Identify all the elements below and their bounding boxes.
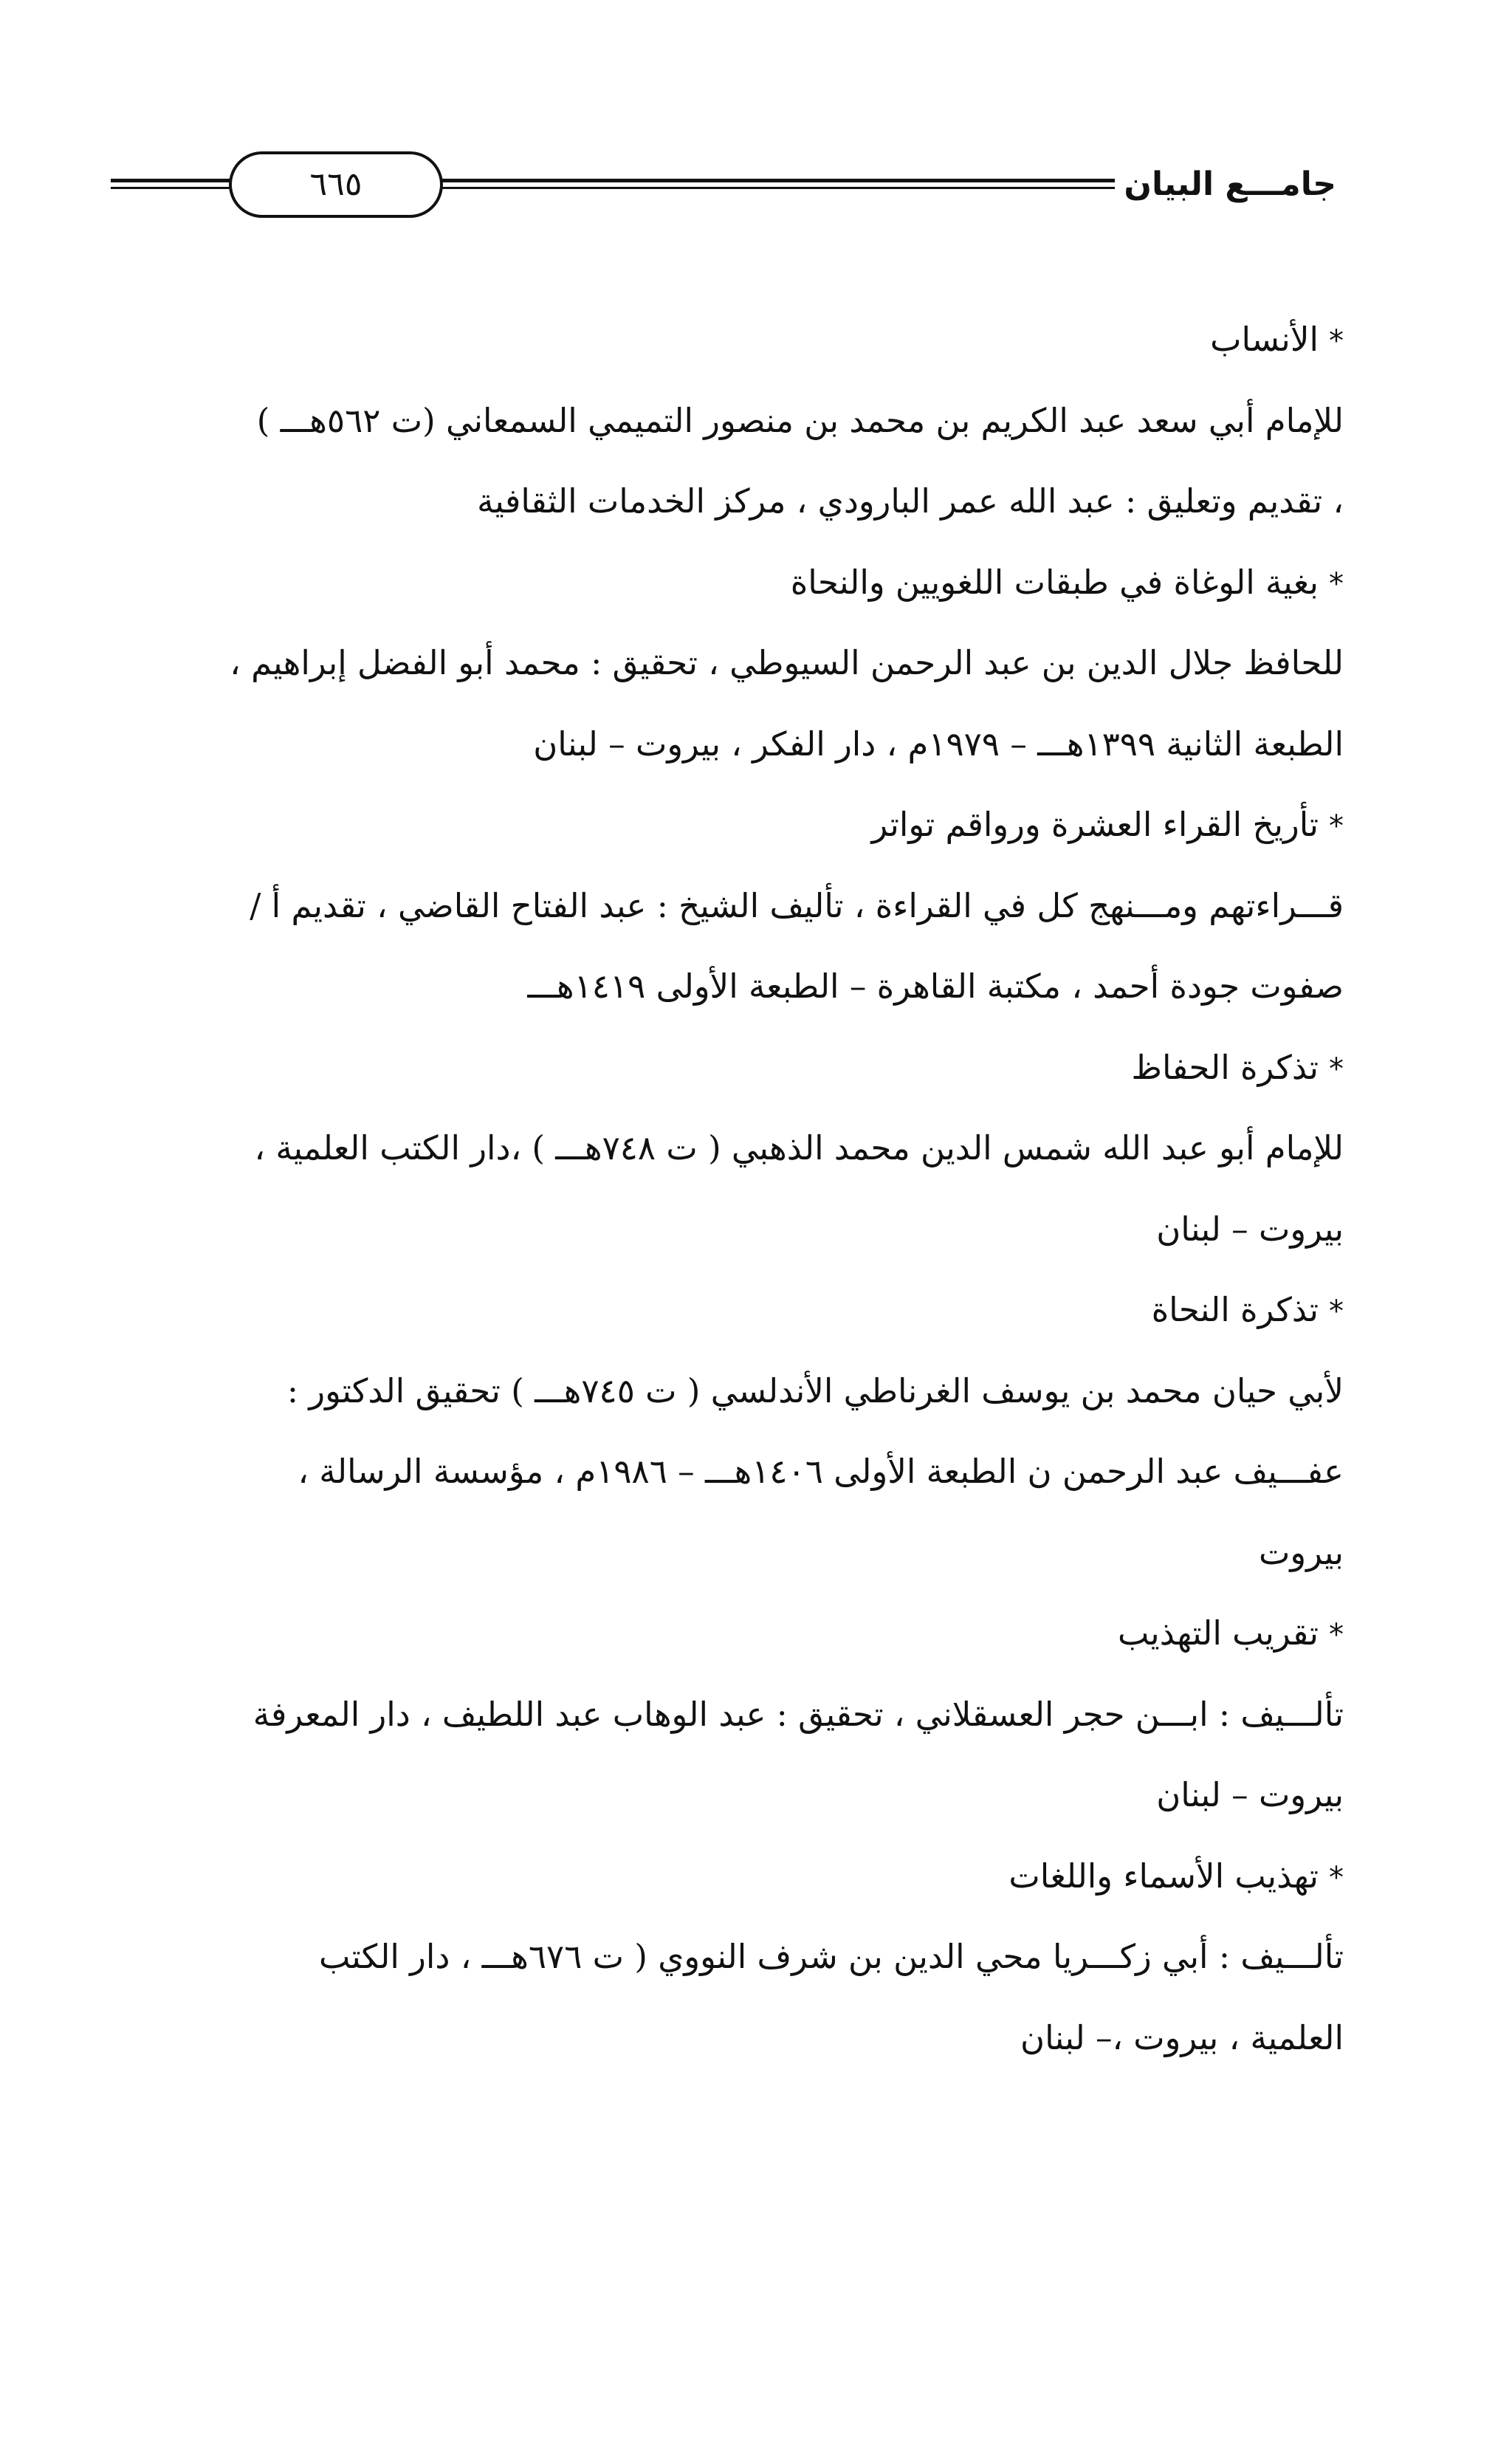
entry-line: بيروت — [1258, 1532, 1344, 1572]
entry-title-text: الأنساب — [1210, 320, 1319, 359]
entry-line: صفوت جودة أحمد ، مكتبة القاهرة – الطبعة الأولى ١٤١٩هـــ — [527, 967, 1344, 1006]
entry-title-text: تذكرة الحفاظ — [1131, 1047, 1319, 1087]
entry-title — [177, 784, 1344, 865]
entry-title-text: بغية الوغاة في طبقات اللغويين والنحاة — [790, 562, 1319, 602]
book-title: جامـــع البيان — [1124, 165, 1336, 203]
entry-title-text: تهذيب الأسماء واللغات — [1008, 1856, 1319, 1896]
asterisk-marker: * — [1329, 566, 1344, 601]
entry-title — [177, 1593, 1344, 1674]
entry-line: تألـــيف : ابـــن حجر العسقلاني ، تحقيق : عبد الوهاب عبد اللطيف ، دار المعرفة — [252, 1694, 1344, 1734]
entry-line: الطبعة الثانية ١٣٩٩هـــ – ١٩٧٩م ، دار الفكر ، بيروت – لبنان — [533, 724, 1344, 764]
entry-title-text: تذكرة النحاة — [1151, 1290, 1319, 1329]
asterisk-marker: * — [1329, 324, 1344, 358]
entry-line: بيروت – لبنان — [1156, 1775, 1344, 1814]
header-double-rule-left — [111, 179, 221, 189]
asterisk-marker: * — [1329, 1860, 1344, 1895]
entry-title — [177, 542, 1344, 623]
entry-title — [177, 1027, 1344, 1108]
entry-line: قـــراءتهم ومـــنهج كل في القراءة ، تأليف الشيخ : عبد الفتاح القاضي ، تقديم أ / — [250, 885, 1344, 925]
bibliography-entry — [177, 1269, 1344, 1593]
page-number: ٦٦٥ — [229, 151, 443, 218]
bibliography-entry — [177, 1593, 1344, 1836]
asterisk-marker: * — [1329, 1618, 1344, 1652]
bibliography-list — [177, 299, 1344, 2078]
entry-line: العلمية ، بيروت ،– لبنان — [1020, 2017, 1344, 2057]
bibliography-entry — [177, 1836, 1344, 2079]
bibliography-entry — [177, 1027, 1344, 1270]
page-header — [111, 111, 1336, 266]
entry-line: للإمام أبي سعد عبد الكريم بن محمد بن منصور التميمي السمعاني (ت ٥٦٢هـــ ) — [256, 400, 1344, 440]
bibliography-entry — [177, 542, 1344, 785]
asterisk-marker: * — [1329, 1295, 1344, 1328]
entry-title — [177, 1836, 1344, 1917]
entry-line: عفـــيف عبد الرحمن ن الطبعة الأولى ١٤٠٦هـــ – ١٩٨٦م ، مؤسسة الرسالة ، — [298, 1452, 1344, 1491]
bibliography-entry — [177, 784, 1344, 1027]
entry-line: للحافظ جلال الدين بن عبد الرحمن السيوطي ، تحقيق : محمد أبو الفضل إبراهيم ، — [230, 643, 1344, 682]
entry-title — [177, 1269, 1344, 1351]
entry-line: للإمام أبو عبد الله شمس الدين محمد الذهبي ( ت ٧٤٨هـــ ) ،دار الكتب العلمية ، — [254, 1128, 1344, 1167]
entry-title-text: تقريب التهذيب — [1118, 1614, 1319, 1653]
entry-line: ، تقديم وتعليق : عبد الله عمر البارودي ، مركز الخدمات الثقافية — [477, 481, 1344, 521]
asterisk-marker: * — [1329, 809, 1344, 843]
entry-line: تألـــيف : أبي زكـــريا محي الدين بن شرف النووي ( ت ٦٧٦هـــ ، دار الكتب — [319, 1937, 1344, 1976]
bibliography-entry — [177, 299, 1344, 542]
asterisk-marker: * — [1329, 1052, 1344, 1086]
entry-title — [177, 299, 1344, 380]
entry-line: بيروت – لبنان — [1156, 1209, 1344, 1249]
entry-title-text: تأريخ القراء العشرة ورواقم تواتر — [871, 805, 1319, 844]
entry-line: لأبي حيان محمد بن يوسف الغرناطي الأندلسي ( ت ٧٤٥هـــ ) تحقيق الدكتور : — [286, 1371, 1344, 1410]
